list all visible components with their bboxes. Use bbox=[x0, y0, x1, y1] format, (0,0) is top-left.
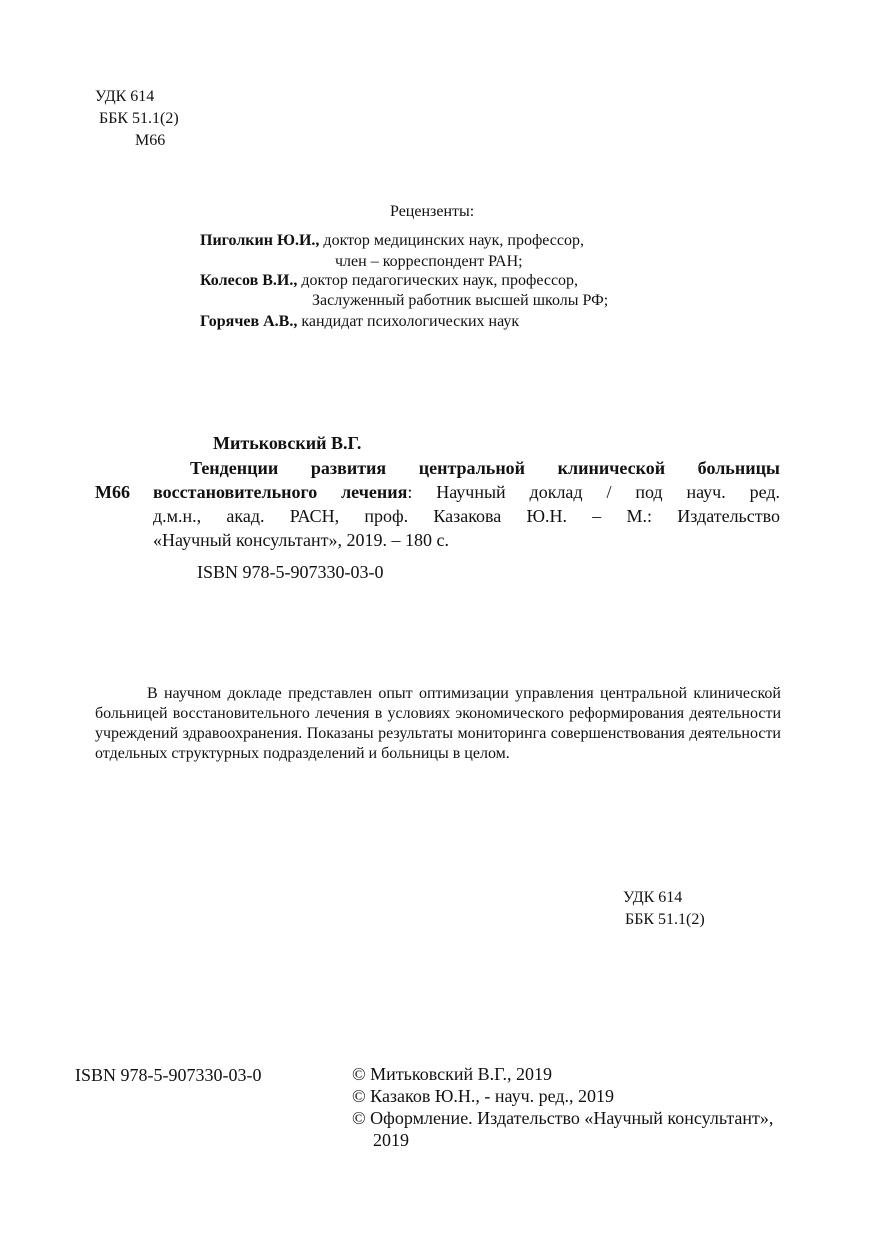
book-publisher-line2: «Научный консультант», 2019. – 180 с. bbox=[153, 530, 449, 550]
copyright-design-year: 2019 bbox=[373, 1130, 409, 1150]
udk-code-bottom: УДК 614 bbox=[623, 889, 683, 906]
book-title-line1: Тенденции развития центральной клинической больницы bbox=[190, 458, 780, 478]
copyright-author: © Митьковский В.Г., 2019 bbox=[352, 1064, 552, 1084]
reviewer-1-title: доктор медицинских наук, профессор, bbox=[319, 232, 585, 249]
bbk-code-top: ББК 51.1(2) bbox=[99, 110, 179, 127]
book-title-line2 bbox=[153, 480, 780, 504]
isbn-footer: ISBN 978-5-907330-03-0 bbox=[75, 1065, 262, 1085]
reviewer-1 bbox=[200, 230, 584, 252]
reviewer-3-title: кандидат психологических наук bbox=[297, 313, 520, 330]
reviewer-2-name: Колесов В.И., bbox=[200, 272, 298, 289]
copyright-editor: © Казаков Ю.Н., - науч. ред., 2019 bbox=[352, 1086, 615, 1106]
author-mark: М66 bbox=[95, 482, 130, 502]
udk-code-top: УДК 614 bbox=[95, 88, 155, 105]
author-name: Митьковский В.Г. bbox=[213, 433, 362, 453]
reviewer-1-title-cont: член – корреспондент РАН; bbox=[335, 253, 523, 270]
abstract-paragraph: В научном докладе представлен опыт оптимизации управления центральной клинической больницей восстановительного лечения в условиях экономического реформирования деятельности учреждений здравоохранения. Показаны результаты мониторинга совершенствования деятельности отдельных структурных подразделений и больницы в целом. bbox=[95, 685, 781, 762]
reviewer-2-title: доктор педагогических наук, профессор, bbox=[297, 272, 579, 289]
bbk-code-bottom: ББК 51.1(2) bbox=[625, 911, 705, 928]
reviewer-3 bbox=[200, 311, 519, 333]
reviewer-1-name: Пиголкин Ю.И., bbox=[200, 232, 320, 249]
copyright-design: © Оформление. Издательство «Научный консультант», bbox=[352, 1108, 774, 1128]
reviewers-heading: Рецензенты: bbox=[390, 203, 475, 220]
book-title-rest: : Научный доклад / под науч. ред. bbox=[407, 482, 780, 502]
reviewer-2 bbox=[200, 270, 578, 292]
isbn-record: ISBN 978-5-907330-03-0 bbox=[197, 562, 384, 582]
author-mark-top: М66 bbox=[135, 132, 166, 149]
book-publisher-line: д.м.н., акад. РАСН, проф. Казакова Ю.Н. – М.: Издательство bbox=[153, 506, 780, 526]
reviewer-3-name: Горячев А.В., bbox=[200, 313, 298, 330]
bibliographic-description bbox=[153, 456, 780, 552]
reviewer-2-title-cont: Заслуженный работник высшей школы РФ; bbox=[312, 292, 609, 309]
book-title-bold: восстановительного лечения bbox=[153, 482, 408, 502]
